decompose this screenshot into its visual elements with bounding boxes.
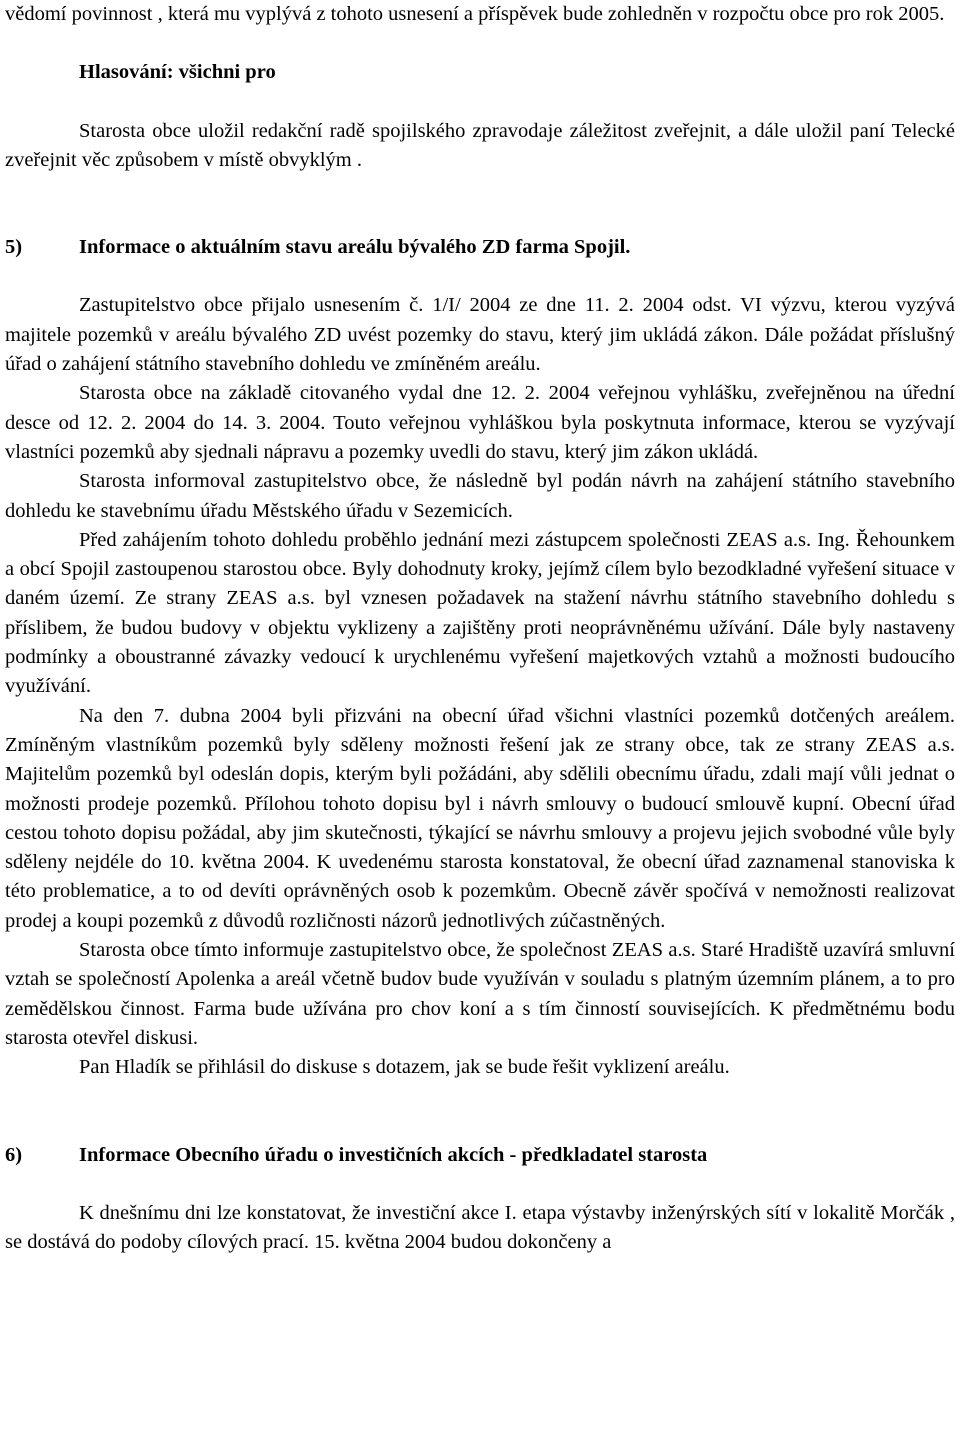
- spacer: [5, 1170, 955, 1199]
- vote-result: Hlasování: všichni pro: [79, 61, 276, 84]
- section-number: 5): [5, 236, 23, 259]
- section-number: 6): [5, 1143, 23, 1166]
- paragraph-continuation: vědomí povinnost , která mu vyplývá z tohoto usnesení a příspěvek bude zohledněn v rozpočtu obce pro rok 2005.: [5, 3, 945, 25]
- paragraph-public-notice: Starosta obce na základě citovaného vydal dne 12. 2. 2004 veřejnou vyhlášku, zveřejněnou na úřední desce od 12. 2. 2004 do 14. 3. 2004. Touto veřejnou vyhláškou byla poskytnuta informace, kterou se vyzývají vlastníci pozemků aby sjednali nápravu a pozemky uvedli do stavu, který jim zákon ukládá.: [5, 382, 955, 463]
- spacer: [5, 88, 955, 117]
- paragraph-publication: Starosta obce uložil redakční radě spojilského zpravodaje záležitost zveřejnit, a dále uložil paní Telecké zveřejnit věc způsobem v místě obvyklým .: [5, 119, 955, 171]
- section-heading-5: [5, 233, 955, 262]
- paragraph-investments: K dnešnímu dni lze konstatovat, že investiční akce I. etapa výstavby inženýrských sítí v lokalitě Morčák , se dostává do podoby cílových prací. 15. května 2004 budou dokončeny a: [5, 1201, 955, 1254]
- paragraph-landowners: Na den 7. dubna 2004 byli přizváni na obecní úřad všichni vlastníci pozemků dotčených areálem. Zmíněným vlastníkům pozemků byly sděleny možnosti řešení jak ze strany obce, tak ze strany ZEAS a.s. Majitelům pozemků byl odeslán dopis, kterým byli požádáni, aby sdělili obecnímu úřadu, zdali mají vůli jednat o možnosti prodeje pozemků. Přílohou tohoto dopisu byl i návrh smlouvy o budoucí smlouvě kupní. Obecní úřad cestou tohoto dopisu požádal, aby jim skutečnosti, týkající se návrhu smlouvy a projevu jejich svobodné vůle byly sděleny nejdéle do 10. května 2004. K uvedenému starosta konstatoval, že obecní úřad zaznamenal stanoviska k této problematice, a to od devíti oprávněných osob k pozemkům. Obecně závěr spočívá v nemožnosti realizovat prodej a koupi pozemků z důvodů rozličnosti názorů jednotlivých zúčastněných.: [5, 704, 955, 932]
- paragraph-apolenka: Starosta obce tímto informuje zastupitelstvo obce, že společnost ZEAS a.s. Staré Hradiště uzavírá smluvní vztah se společností Apolenka a areál včetně budov bude využíván v souladu s platným územním plánem, a to pro zemědělskou činnost. Farma bude užívána pro chov koní a s tím činností souvisejících. K předmětnému bodu starosta otevřel diskusi.: [5, 939, 955, 1049]
- spacer: [5, 175, 955, 233]
- section-title: Informace Obecního úřadu o investičních akcích - předkladatel starosta: [79, 1143, 708, 1166]
- paragraph-discussion: Pan Hladík se přihlásil do diskuse s dotazem, jak se bude řešit vyklizení areálu.: [79, 1056, 730, 1079]
- paragraph-resolution: Zastupitelstvo obce přijalo usnesením č. 1/I/ 2004 ze dne 11. 2. 2004 odst. VI výzvu, kterou vyzývá majitele pozemků v areálu bývalého ZD uvést pozemky do stavu, který jim ukládá zákon. Dále požádat příslušný úřad o zahájení státního stavebního dohledu ve zmíněném areálu.: [5, 294, 955, 376]
- paragraph-construction-supervision: Starosta informoval zastupitelstvo obce, že následně byl podán návrh na zahájení státního stavebního dohledu ke stavebnímu úřadu Městského úřadu v Sezemicích.: [5, 470, 955, 522]
- section-title: Informace o aktuálním stavu areálu bývalého ZD farma Spojil.: [79, 236, 631, 259]
- document-page: [5, 0, 955, 1257]
- paragraph-zeas-meeting: Před zahájením tohoto dohledu proběhlo jednání mezi zástupcem společnosti ZEAS a.s. Ing. Řehounkem a obcí Spojil zastoupenou starostou obce. Byly dohodnuty kroky, jejímž cílem bylo bezodkladné vyřešení situace v daném území. Ze strany ZEAS a.s. byl vznesen požadavek na stažení návrhu státního stavebního dohledu s příslibem, že budou budovy v objektu vyklizeny a zajištěny proti neoprávněnému užívání. Dále byly nastaveny podmínky a oboustranné závazky vedoucí k urychlenému vyřešení majetkových vztahů a možnosti budoucího využívání.: [5, 528, 955, 698]
- spacer: [5, 1083, 955, 1141]
- spacer: [5, 262, 955, 291]
- spacer: [5, 29, 955, 58]
- section-heading-6: [5, 1141, 955, 1170]
